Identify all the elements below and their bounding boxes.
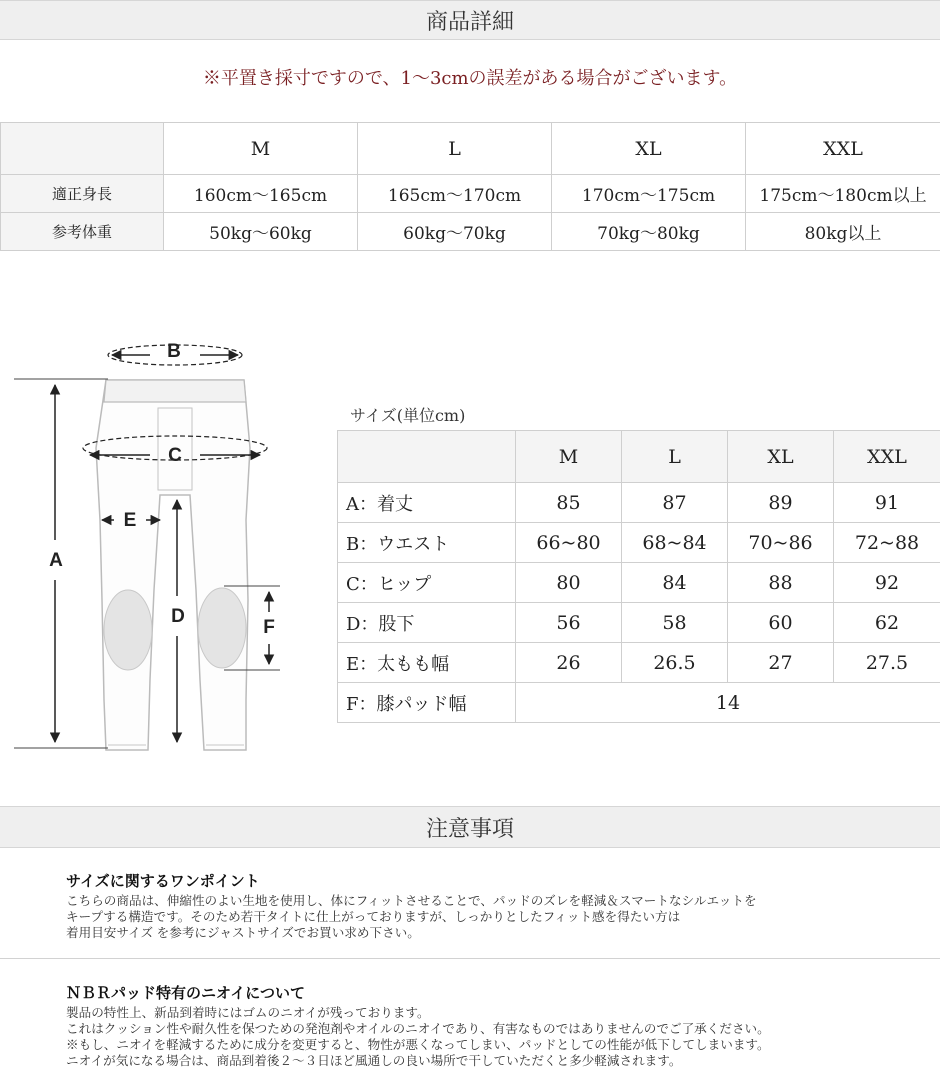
size-header: XL [728, 431, 834, 483]
size-header: L [622, 431, 728, 483]
cell: 26.5 [622, 643, 728, 683]
cell: 84 [622, 563, 728, 603]
row-label: A：着丈 [338, 483, 516, 523]
measurement-table [337, 430, 940, 723]
notes-title: 注意事項 [425, 816, 514, 842]
cell: 165cm〜170cm [358, 175, 552, 213]
fit-size-table [0, 122, 940, 251]
cell: 27 [728, 643, 834, 683]
cell: 60 [728, 603, 834, 643]
label-e: E [123, 510, 137, 532]
cell: 72~88 [834, 523, 940, 563]
fit-size-header: L [358, 123, 552, 175]
cell: 175cm〜180cm以上 [746, 175, 940, 213]
odor-heading: ＮＢＲパッド特有のニオイについて [66, 985, 305, 1002]
cell: 92 [834, 563, 940, 603]
cell: 26 [516, 643, 622, 683]
cell: 87 [622, 483, 728, 523]
cell: 80 [516, 563, 622, 603]
size-header: XXL [834, 431, 940, 483]
odor-line: ※もし、ニオイを軽減するために成分を変更すると、物性が悪くなってしまい、パッドとしての性能が低下してしまいます。 [66, 1038, 770, 1052]
knee-pad-row [338, 683, 940, 723]
cell: 85 [516, 483, 622, 523]
odor-note [66, 982, 770, 1069]
size-table-title: サイズ(単位cm) [350, 406, 466, 425]
fit-table-row [1, 175, 940, 213]
notes-band [0, 806, 940, 848]
measurement-row [338, 603, 940, 643]
pants-measurement-diagram [0, 325, 300, 765]
measurement-warning: ※平置き採寸ですので、1〜3cmの誤差がある場合がございます。 [202, 68, 738, 89]
knee-pad-left [104, 590, 152, 670]
fit-table-header [1, 123, 940, 175]
label-b: B [167, 341, 181, 363]
header-band [0, 0, 940, 40]
cell: 160cm〜165cm [164, 175, 358, 213]
size-tip-note [66, 870, 757, 941]
knee-pad-width-value: 14 [516, 683, 940, 723]
cell: 70kg〜80kg [552, 213, 746, 251]
cell: 68~84 [622, 523, 728, 563]
cell: 56 [516, 603, 622, 643]
size-tip-line: こちらの商品は、伸縮性のよい生地を使用し、体にフィットさせることで、パッドのズレを軽減＆スマートなシルエットを [66, 894, 757, 908]
measurement-table-header [338, 431, 940, 483]
cell: 27.5 [834, 643, 940, 683]
cell: 88 [728, 563, 834, 603]
label-d: D [171, 606, 185, 628]
cell: 70~86 [728, 523, 834, 563]
size-tip-line: キープする構造です。そのため若干タイトに仕上がっておりますが、しっかりとしたフィット感を得たい方は [66, 910, 681, 924]
size-tip-heading: サイズに関するワンポイント [66, 873, 260, 890]
size-tip-line: 着用目安サイズ を参考にジャストサイズでお買い求め下さい。 [66, 926, 420, 940]
measurement-row [338, 563, 940, 603]
fit-table-row [1, 213, 940, 251]
measurement-row [338, 483, 940, 523]
row-label: B：ウエスト [338, 523, 516, 563]
knee-pad-right [198, 588, 246, 668]
fit-size-header: M [164, 123, 358, 175]
row-label: F：膝パッド幅 [338, 683, 516, 723]
page-title: 商品詳細 [425, 9, 514, 35]
size-header: M [516, 431, 622, 483]
odor-line: これはクッション性や耐久性を保つための発泡剤やオイルのニオイであり、有害なものではありませんのでご了承ください。 [66, 1022, 770, 1036]
measurement-row [338, 643, 940, 683]
odor-line: ニオイが気になる場合は、商品到着後２〜３日ほど風通しの良い場所で干していただくと多少軽減されます。 [66, 1054, 682, 1068]
cell: 66~80 [516, 523, 622, 563]
notes-divider [0, 958, 940, 959]
measurement-table-corner [338, 431, 516, 483]
label-f: F [263, 617, 275, 639]
measurement-row [338, 523, 940, 563]
cell: 62 [834, 603, 940, 643]
cell: 91 [834, 483, 940, 523]
fit-table-corner [1, 123, 164, 175]
cell: 170cm〜175cm [552, 175, 746, 213]
row-label: C：ヒップ [338, 563, 516, 603]
row-label: 参考体重 [1, 213, 164, 251]
cell: 60kg〜70kg [358, 213, 552, 251]
cell: 58 [622, 603, 728, 643]
cell: 80kg以上 [746, 213, 940, 251]
fit-size-header: XL [552, 123, 746, 175]
cell: 89 [728, 483, 834, 523]
fit-size-header: XXL [746, 123, 940, 175]
row-label: 適正身長 [1, 175, 164, 213]
label-c: C [168, 445, 182, 467]
cell: 50kg〜60kg [164, 213, 358, 251]
waistband [104, 380, 246, 402]
label-a: A [49, 550, 63, 572]
row-label: D：股下 [338, 603, 516, 643]
odor-line: 製品の特性上、新品到着時にはゴムのニオイが残っております。 [66, 1006, 430, 1020]
row-label: E：太もも幅 [338, 643, 516, 683]
